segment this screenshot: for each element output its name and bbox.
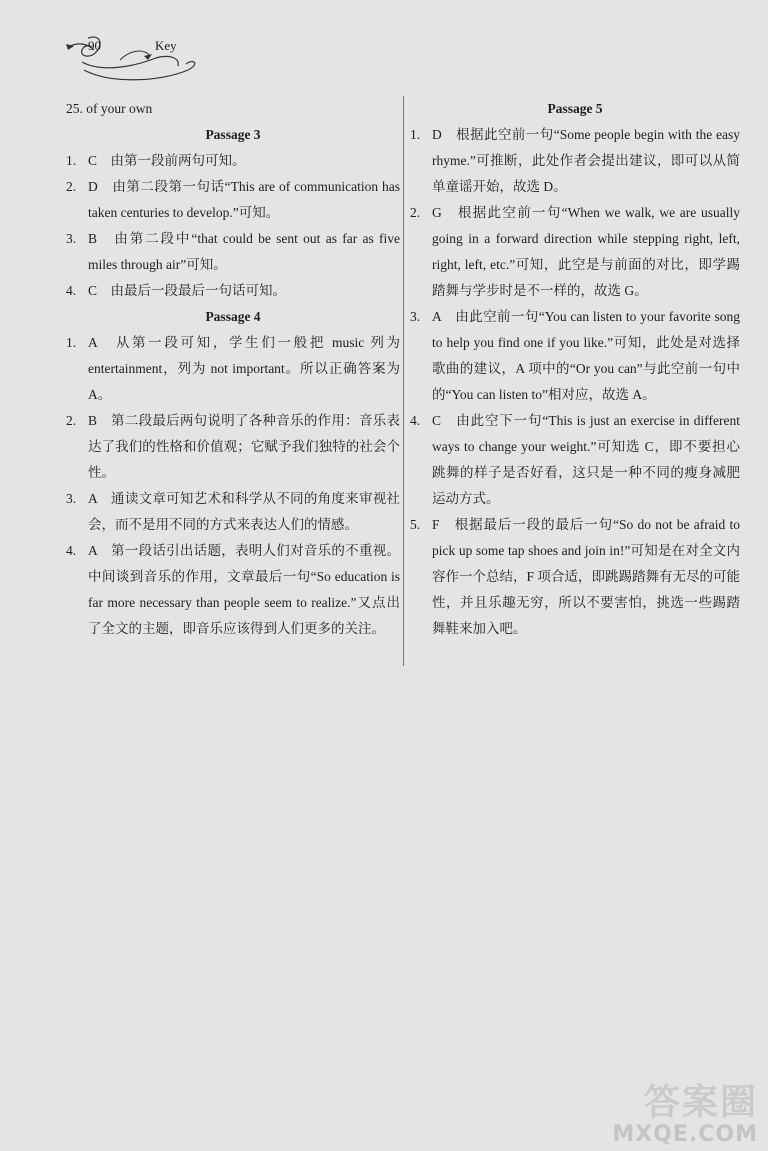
item-number: 3. xyxy=(410,309,421,324)
watermark-site: MXQE.COM xyxy=(612,1122,758,1147)
p5-item-4 xyxy=(410,408,740,512)
watermark xyxy=(612,1083,758,1147)
answer-25: 25. of your own xyxy=(66,101,153,116)
page-header xyxy=(60,28,220,98)
item-number: 1. xyxy=(410,127,421,142)
flourish-ornament-icon xyxy=(60,28,220,98)
item-number: 4. xyxy=(66,283,77,298)
p3-item-4 xyxy=(66,278,400,304)
item-number: 5. xyxy=(410,517,421,532)
item-text: A 由此空前一句“You can listen to your favorite song to help you find one if you like.”可知，此处是对选择歌曲的建议，A 项中的“Or you can”与此空前一句中的“You can listen to”相对应，故选 A。 xyxy=(432,309,740,402)
key-label: Key xyxy=(155,38,177,53)
p3-item-1 xyxy=(66,148,400,174)
item-number: 3. xyxy=(66,231,77,246)
item-text: A 第一段话引出话题，表明人们对音乐的不重视。中间谈到音乐的作用，文章最后一句“So education is far more necessary than people seem to realize.”又点出了全文的主题，即音乐应该得到人们更多的关注。 xyxy=(88,543,400,636)
item-number: 4. xyxy=(66,543,77,558)
p5-item-3 xyxy=(410,304,740,408)
item-number: 3. xyxy=(66,491,77,506)
p5-item-5 xyxy=(410,512,740,642)
p4-item-1 xyxy=(66,330,400,408)
item-text: B 第二段最后两句说明了各种音乐的作用：音乐表达了我们的性格和价值观；它赋予我们独特的社会个性。 xyxy=(88,413,400,480)
item-number: 2. xyxy=(66,413,77,428)
watermark-logo: 答案圈 xyxy=(643,1082,758,1123)
p3-item-3 xyxy=(66,226,400,278)
item-text: D 根据此空前一句“Some people begin with the easy rhyme.”可推断，此处作者会提出建议，即可以从简单童谣开始，故选 D。 xyxy=(432,127,740,194)
item-text: C 由第一段前两句可知。 xyxy=(88,153,246,168)
item-number: 1. xyxy=(66,153,77,168)
p3-item-2 xyxy=(66,174,400,226)
p4-item-4 xyxy=(66,538,400,642)
p4-item-3 xyxy=(66,486,400,538)
item-text: A 通读文章可知艺术和科学从不同的角度来审视社会，而不是用不同的方式来表达人们的情感。 xyxy=(88,491,400,532)
p5-item-2 xyxy=(410,200,740,304)
item-text: C 由此空下一句“This is just an exercise in different ways to change your weight.”可知选 C，即不要担心跳舞的样子是否好看，这只是一种不同的瘦身减肥运动方式。 xyxy=(432,413,740,506)
passage-5-title: Passage 5 xyxy=(547,101,603,116)
passage-3-title: Passage 3 xyxy=(205,127,261,142)
item-text: D 由第二段第一句话“This are of communication has taken centuries to develop.”可知。 xyxy=(88,179,400,220)
item-text: F 根据最后一段的最后一句“So do not be afraid to pick up some tap shoes and join in!”可知是在对全文内容作一个总结，F 项合适，即跳踢踏舞有无尽的可能性，并且乐趣无穷，所以不要害怕，挑选一些踢踏舞鞋来加入吧。 xyxy=(432,517,740,636)
item-text: B 由第二段中“that could be sent out as far as five miles through air”可知。 xyxy=(88,231,400,272)
item-number: 2. xyxy=(410,205,421,220)
column-divider xyxy=(403,96,404,666)
item-text: G 根据此空前一句“When we walk, we are usually going in a forward direction while stepping right, left, right, left, etc.”可知，此空是与前面的对比，即学踢踏舞与学步时是不一样的，故选 G。 xyxy=(432,205,740,298)
p5-item-1 xyxy=(410,122,740,200)
passage-4-title: Passage 4 xyxy=(205,309,261,324)
left-column xyxy=(66,96,400,642)
p4-item-2 xyxy=(66,408,400,486)
item-text: A 从第一段可知，学生们一般把 music 列为 entertainment，列为 not important。所以正确答案为 A。 xyxy=(88,335,400,402)
item-number: 4. xyxy=(410,413,421,428)
item-number: 1. xyxy=(66,335,77,350)
page-number: 90 xyxy=(88,38,101,53)
item-number: 2. xyxy=(66,179,77,194)
item-text: C 由最后一段最后一句话可知。 xyxy=(88,283,287,298)
right-column xyxy=(410,96,740,642)
